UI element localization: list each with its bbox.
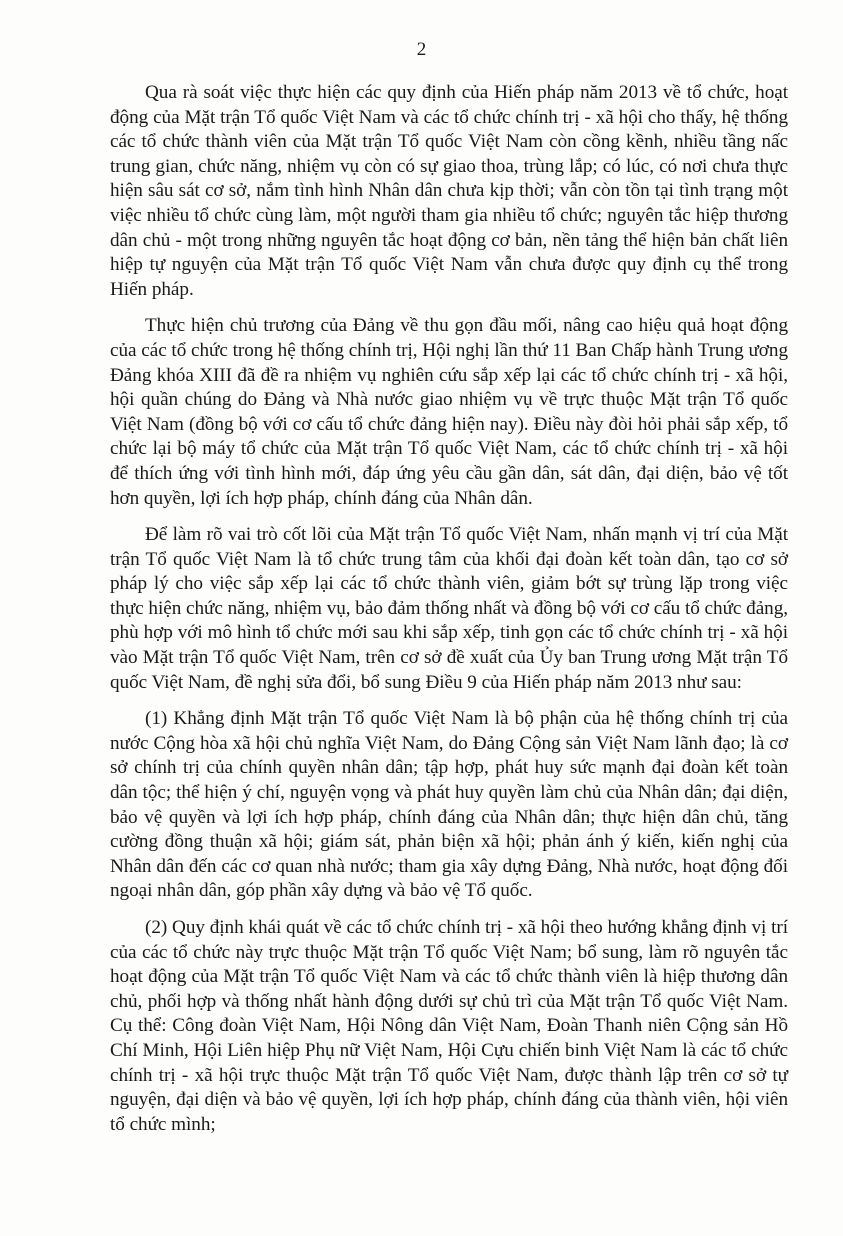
page-number: 2 [416,39,427,60]
paragraph-point-1: (1) Khẳng định Mặt trận Tổ quốc Việt Nam là bộ phận của hệ thống chính trị của nước Cộng hòa xã hội chủ nghĩa Việt Nam, do Đảng Cộng sản Việt Nam lãnh đạo; là cơ sở chính trị của chính quyền nhân dân; tập hợp, phát huy sức mạnh đại đoàn kết toàn dân tộc; thể hiện ý chí, nguyện vọng và phát huy quyền làm chủ của Nhân dân; đại diện, bảo vệ quyền và lợi ích hợp pháp, chính đáng của Nhân dân; thực hiện dân chủ, tăng cường đồng thuận xã hội; giám sát, phản biện xã hội; phản ánh ý kiến, kiến nghị của Nhân dân đến các cơ quan nhà nước; tham gia xây dựng Đảng, Nhà nước, hoạt động đối ngoại nhân dân, góp phần xây dựng và bảo vệ Tổ quốc. [110,708,788,902]
paragraph-review-findings: Qua rà soát việc thực hiện các quy định của Hiến pháp năm 2013 về tổ chức, hoạt động của Mặt trận Tổ quốc Việt Nam và các tổ chức chính trị - xã hội cho thấy, hệ thống các tổ chức thành viên của Mặt trận Tổ quốc Việt Nam còn cồng kềnh, nhiều tầng nấc trung gian, chức năng, nhiệm vụ còn có sự giao thoa, trùng lắp; có lúc, có nơi chưa thực hiện sâu sát cơ sở, nắm tình hình Nhân dân chưa kịp thời; vẫn còn tồn tại tình trạng một việc nhiều tổ chức cùng làm, một người tham gia nhiều tổ chức; nguyên tắc hiệp thương dân chủ - một trong những nguyên tắc hoạt động cơ bản, nền tảng thể hiện bản chất liên hiệp tự nguyện của Mặt trận Tổ quốc Việt Nam vẫn chưa được quy định cụ thể trong Hiến pháp. [110,82,788,300]
paragraph-point-2: (2) Quy định khái quát về các tổ chức chính trị - xã hội theo hướng khẳng định vị trí của các tổ chức này trực thuộc Mặt trận Tổ quốc Việt Nam; bổ sung, làm rõ nguyên tắc hoạt động của Mặt trận Tổ quốc Việt Nam và các tổ chức thành viên là hiệp thương dân chủ, phối hợp và thống nhất hành động dưới sự chủ trì của Mặt trận Tổ quốc Việt Nam. Cụ thể: Công đoàn Việt Nam, Hội Nông dân Việt Nam, Đoàn Thanh niên Cộng sản Hồ Chí Minh, Hội Liên hiệp Phụ nữ Việt Nam, Hội Cựu chiến binh Việt Nam là các tổ chức chính trị - xã hội trực thuộc Mặt trận Tổ quốc Việt Nam, được thành lập trên cơ sở tự nguyện, đại diện và bảo vệ quyền, lợi ích hợp pháp, chính đáng của thành viên, hội viên tổ chức mình; [110,917,788,1135]
paragraph-party-policy: Thực hiện chủ trương của Đảng về thu gọn đầu mối, nâng cao hiệu quả hoạt động của các tổ chức trong hệ thống chính trị, Hội nghị lần thứ 11 Ban Chấp hành Trung ương Đảng khóa XIII đã đề ra nhiệm vụ nghiên cứu sắp xếp lại các tổ chức chính trị - xã hội, hội quần chúng do Đảng và Nhà nước giao nhiệm vụ về trực thuộc Mặt trận Tổ quốc Việt Nam (đồng bộ với cơ cấu tổ chức đảng hiện nay). Điều này đòi hỏi phải sắp xếp, tổ chức lại bộ máy tổ chức của Mặt trận Tổ quốc Việt Nam, các tổ chức chính trị - xã hội để thích ứng với tình hình mới, đáp ứng yêu cầu gần dân, sát dân, đại diện, bảo vệ tốt hơn quyền, lợi ích hợp pháp, chính đáng của Nhân dân. [110,315,788,509]
paragraph-amendment-proposal: Để làm rõ vai trò cốt lõi của Mặt trận Tổ quốc Việt Nam, nhấn mạnh vị trí của Mặt trận Tổ quốc Việt Nam là tổ chức trung tâm của khối đại đoàn kết toàn dân, tạo cơ sở pháp lý cho việc sắp xếp lại các tổ chức thành viên, giảm bớt sự trùng lặp trong việc thực hiện chức năng, nhiệm vụ, bảo đảm thống nhất và đồng bộ với cơ cấu tổ chức đảng, phù hợp với mô hình tổ chức mới sau khi sắp xếp, tinh gọn các tổ chức chính trị - xã hội vào Mặt trận Tổ quốc Việt Nam, trên cơ sở đề xuất của Ủy ban Trung ương Mặt trận Tổ quốc Việt Nam, đề nghị sửa đổi, bổ sung Điều 9 của Hiến pháp năm 2013 như sau: [110,524,788,693]
document-body [110,81,788,1137]
